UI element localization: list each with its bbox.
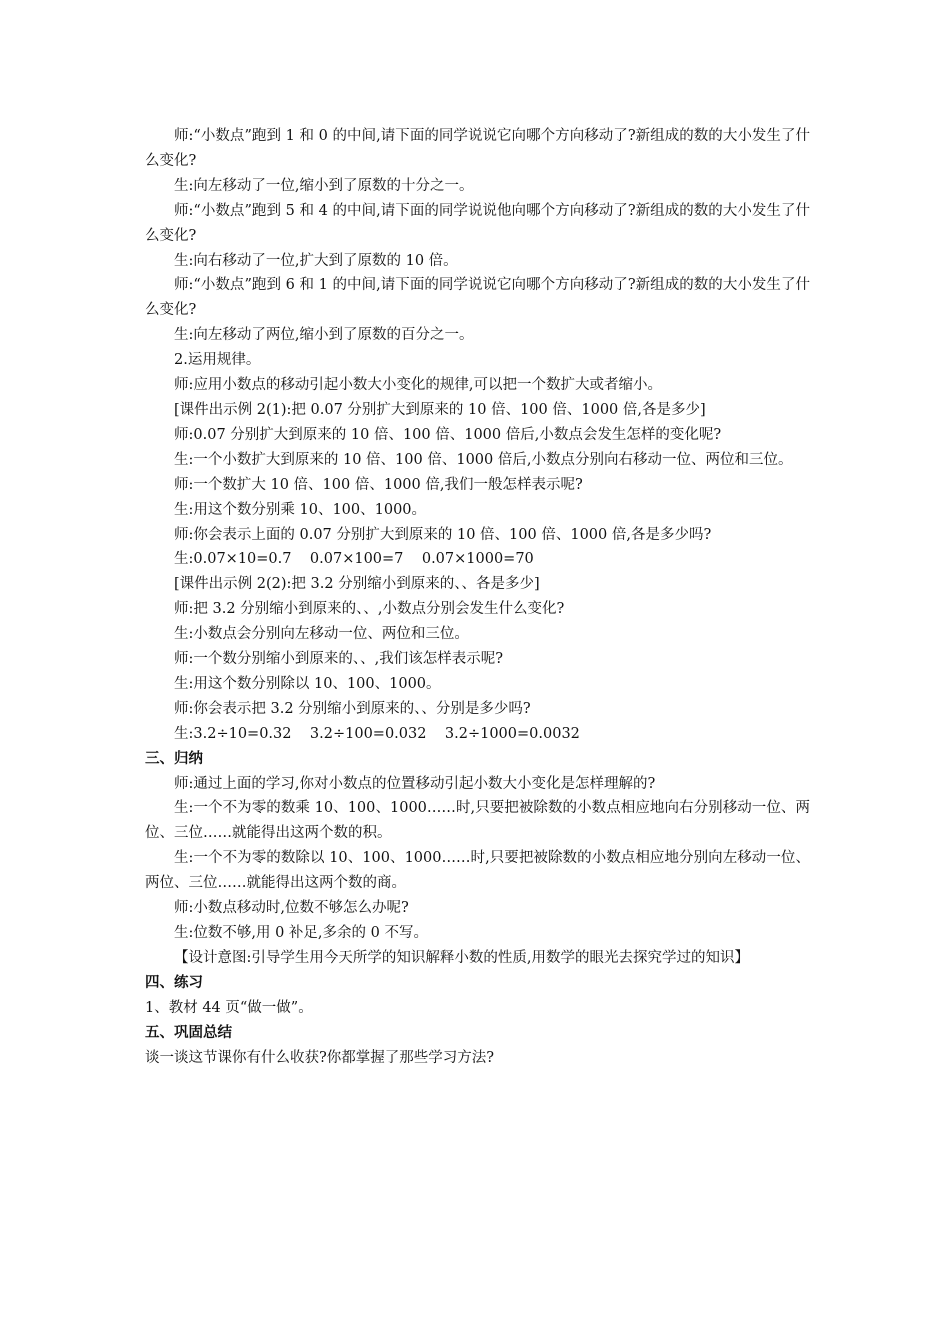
document-paragraph: 生:向左移动了两位,缩小到了原数的百分之一。 <box>174 327 474 344</box>
document-paragraph: 2.运用规律。 <box>174 352 261 369</box>
document-paragraph: 生:位数不够,用 0 补足,多余的 0 不写。 <box>174 925 428 941</box>
document-page <box>145 124 810 1070</box>
section-heading: 四、练习 <box>145 973 203 991</box>
document-paragraph: 1、教材 44 页“做一做”。 <box>145 999 313 1016</box>
document-paragraph: 生:向左移动了一位,缩小到了原数的十分之一。 <box>174 177 474 194</box>
document-paragraph: 谈一谈这节课你有什么收获?你都掌握了那些学习方法? <box>145 1049 495 1066</box>
document-paragraph: 师:一个数分别缩小到原来的、、,我们该怎样表示呢? <box>174 651 504 668</box>
document-paragraph: 【设计意图:引导学生用今天所学的知识解释小数的性质,用数学的眼光去探究学过的知识】 <box>174 949 749 966</box>
document-paragraph: 生:0.07×10=0.7 0.07×100=7 0.07×1000=70 <box>174 551 534 568</box>
document-paragraph: 生:小数点会分别向左移动一位、两位和三位。 <box>174 626 469 643</box>
document-paragraph: 生:一个不为零的数乘 10、100、1000……时,只要把被除数的小数点相应地向右分别移动一位、两位、三位……就能得出这两个数的积。 <box>145 800 810 842</box>
document-paragraph: 师:你会表示上面的 0.07 分别扩大到原来的 10 倍、100 倍、1000 倍,各是多少吗? <box>174 526 712 543</box>
document-paragraph: 生:向右移动了一位,扩大到了原数的 10 倍。 <box>174 252 458 269</box>
document-paragraph: 师:把 3.2 分别缩小到原来的、、,小数点分别会发生什么变化? <box>174 601 565 618</box>
document-paragraph: 生:用这个数分别除以 10、100、1000。 <box>174 675 441 692</box>
document-paragraph: 生:一个小数扩大到原来的 10 倍、100 倍、1000 倍后,小数点分别向右移动一位、两位和三位。 <box>174 451 793 468</box>
document-paragraph: 师:0.07 分别扩大到原来的 10 倍、100 倍、1000 倍后,小数点会发生怎样的变化呢? <box>174 426 722 443</box>
document-paragraph: 师:小数点移动时,位数不够怎么办呢? <box>174 900 409 917</box>
section-heading: 五、巩固总结 <box>145 1023 232 1041</box>
document-paragraph: 师:应用小数点的移动引起小数大小变化的规律,可以把一个数扩大或者缩小。 <box>174 377 662 394</box>
document-paragraph: 师:“小数点”跑到 6 和 1 的中间,请下面的同学说说它向哪个方向移动了?新组成的数的大小发生了什么变化? <box>145 277 810 319</box>
document-paragraph: 师:一个数扩大 10 倍、100 倍、1000 倍,我们一般怎样表示呢? <box>174 476 583 493</box>
document-paragraph: 师:“小数点”跑到 5 和 4 的中间,请下面的同学说说他向哪个方向移动了?新组成的数的大小发生了什么变化? <box>145 202 810 244</box>
document-paragraph: 生:用这个数分别乘 10、100、1000。 <box>174 501 427 518</box>
document-paragraph: [课件出示例 2(2):把 3.2 分别缩小到原来的、、各是多少] <box>174 576 540 593</box>
section-heading: 三、归纳 <box>145 749 203 767</box>
document-paragraph: 生:3.2÷10=0.32 3.2÷100=0.032 3.2÷1000=0.0032 <box>174 725 580 742</box>
document-paragraph: 师:通过上面的学习,你对小数点的位置移动引起小数大小变化是怎样理解的? <box>174 775 656 792</box>
document-paragraph: 师:“小数点”跑到 1 和 0 的中间,请下面的同学说说它向哪个方向移动了?新组成的数的大小发生了什么变化? <box>145 128 810 169</box>
document-paragraph: 生:一个不为零的数除以 10、100、1000……时,只要把被除数的小数点相应地分别向左移动一位、两位、三位……就能得出这两个数的商。 <box>145 850 810 892</box>
document-paragraph: 师:你会表示把 3.2 分别缩小到原来的、、分别是多少吗? <box>174 700 531 717</box>
document-paragraph: [课件出示例 2(1):把 0.07 分别扩大到原来的 10 倍、100 倍、1000 倍,各是多少] <box>174 401 706 418</box>
